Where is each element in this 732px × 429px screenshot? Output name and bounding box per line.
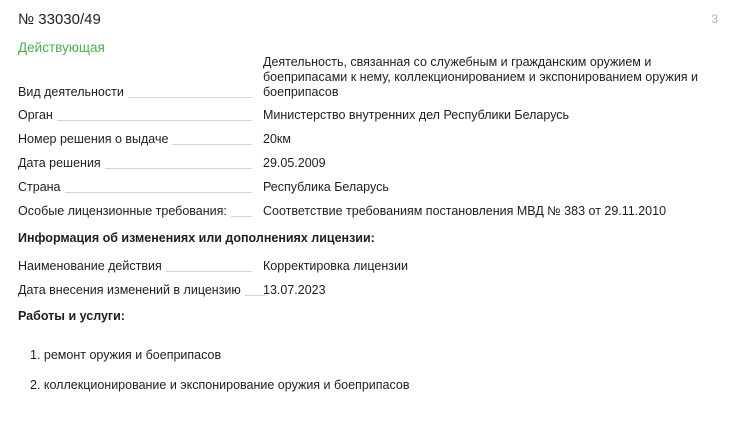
field-row-special-requirements	[18, 204, 718, 219]
field-row-decision-date	[18, 156, 718, 171]
field-label-text: Вид деятельности	[18, 85, 124, 99]
field-label-text: Дата решения	[18, 156, 101, 170]
field-row-change-date	[18, 283, 718, 298]
leader-line	[105, 168, 252, 169]
leader-line	[65, 192, 252, 193]
services-section-title: Работы и услуги:	[18, 309, 125, 323]
field-label-text: Дата внесения изменений в лицензию	[18, 283, 241, 297]
field-value: Соответствие требованиям постановления МВД № 383 от 29.11.2010	[263, 204, 667, 218]
field-value: 20км	[263, 132, 291, 146]
field-row-authority	[18, 108, 718, 123]
status-badge: Действующая	[18, 40, 105, 55]
field-row-country	[18, 180, 718, 195]
leader-line	[166, 271, 252, 272]
field-value: Корректировка лицензии	[263, 259, 408, 273]
field-label-text: Особые лицензионные требования:	[18, 204, 227, 218]
leader-line	[231, 216, 252, 217]
list-item: 1. ремонт оружия и боеприпасов	[30, 348, 222, 362]
leader-line	[172, 144, 252, 145]
field-value: Республика Беларусь	[263, 180, 389, 194]
field-label	[18, 85, 252, 100]
list-item: 2. коллекционирование и экспонирование оружия и боеприпасов	[30, 378, 410, 392]
field-label	[18, 283, 252, 298]
field-row-action-name	[18, 259, 718, 274]
field-value: 29.05.2009	[263, 156, 326, 170]
field-value: 13.07.2023	[263, 283, 326, 297]
leader-line	[128, 97, 252, 98]
field-label	[18, 204, 252, 219]
leader-line	[57, 120, 252, 121]
changes-section-title: Информация об изменениях или дополнениях лицензии:	[18, 231, 375, 245]
field-label-text: Наименование действия	[18, 259, 162, 273]
license-number: № 33030/49	[18, 11, 101, 28]
field-label-text: Орган	[18, 108, 53, 122]
field-label	[18, 180, 252, 195]
leader-line	[245, 295, 265, 296]
field-label	[18, 156, 252, 171]
field-label-text: Страна	[18, 180, 61, 194]
field-row-activity	[18, 55, 718, 100]
page-index: 3	[711, 12, 718, 26]
field-row-decision-number	[18, 132, 718, 147]
field-label	[18, 259, 252, 274]
field-label	[18, 132, 252, 147]
field-label-text: Номер решения о выдаче	[18, 132, 169, 146]
field-value: Министерство внутренних дел Республики Беларусь	[263, 108, 570, 122]
field-value: Деятельность, связанная со служебным и гражданским оружием и боеприпасами к нему, коллекционированием и экспонированием оружия и боеприпасов	[263, 55, 699, 99]
field-label	[18, 108, 252, 123]
